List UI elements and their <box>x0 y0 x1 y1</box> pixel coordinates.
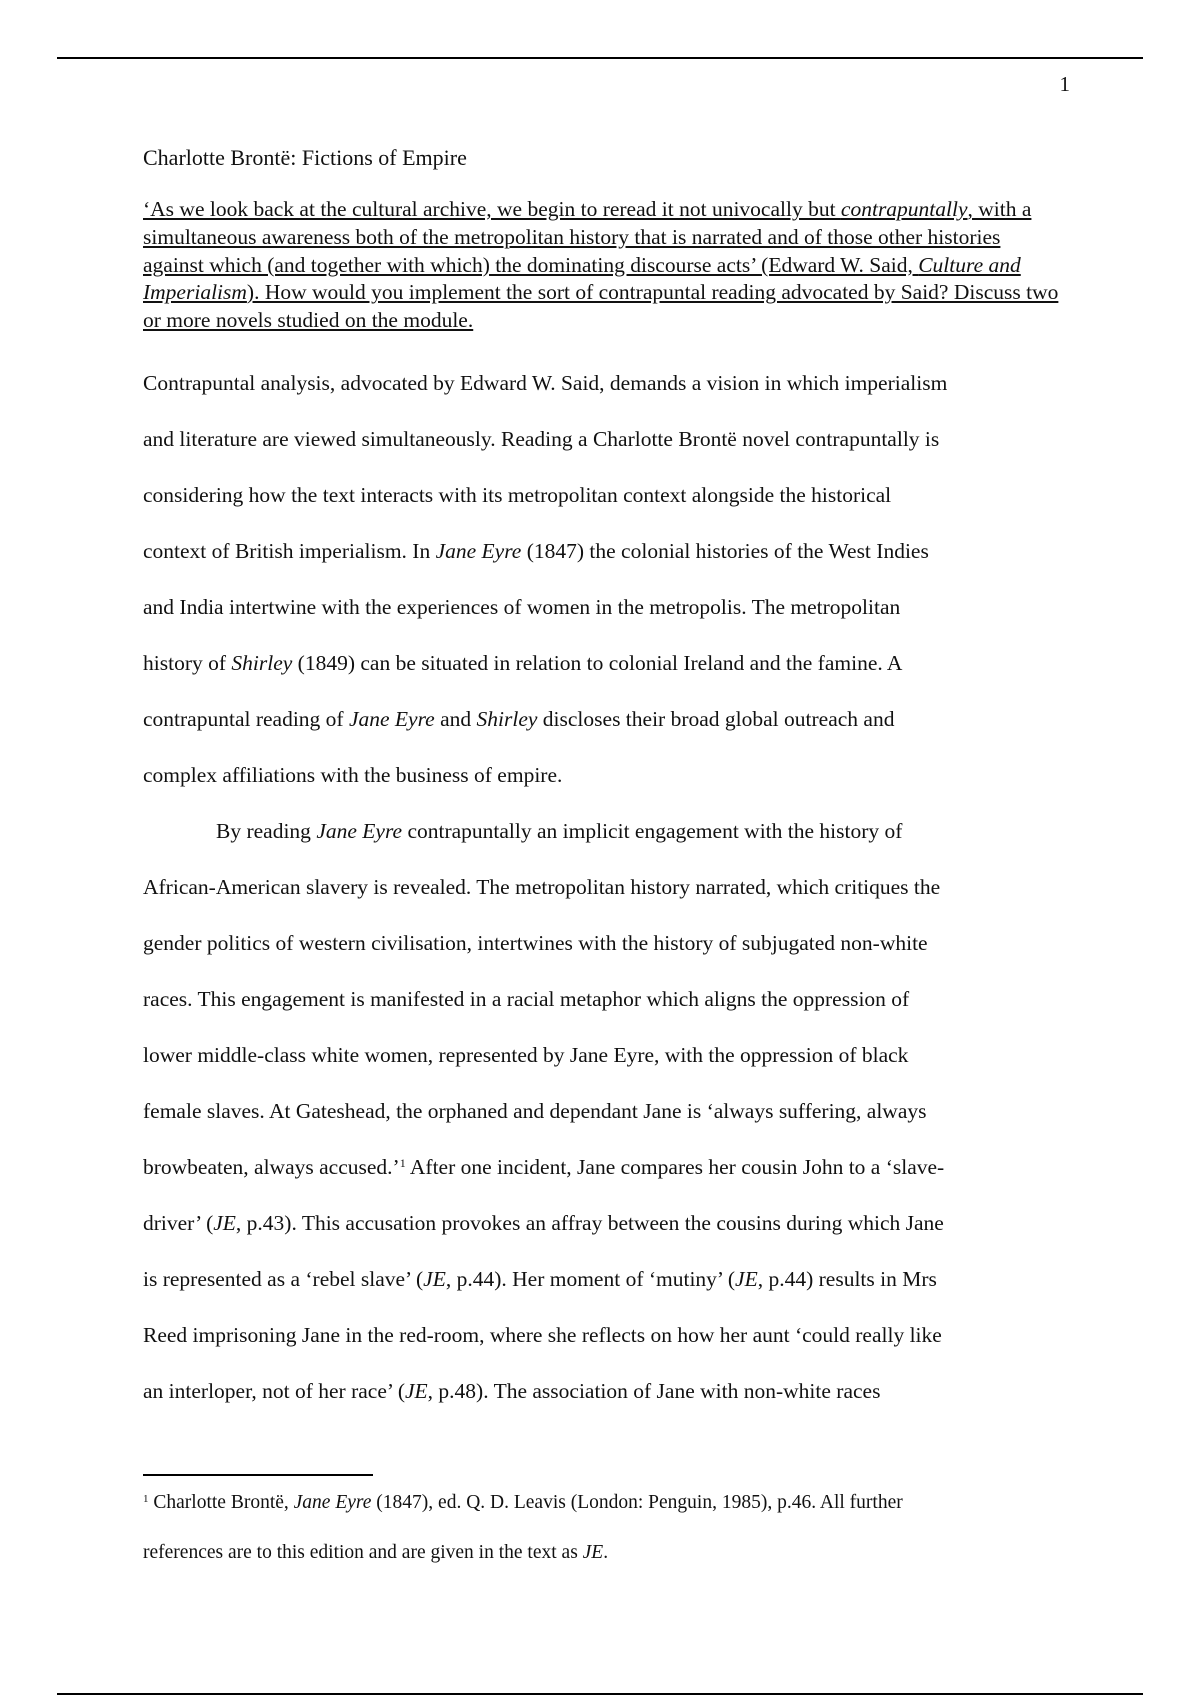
citation-abbrev: JE <box>423 1266 446 1291</box>
footnote-line <box>143 1528 1063 1578</box>
paragraph-line: and literature are viewed simultaneously. Reading a Charlotte Brontë novel contrapuntally is <box>143 426 940 451</box>
text-run: , p.44) results in Mrs <box>757 1266 937 1291</box>
text-run: By reading <box>216 818 317 843</box>
paragraph-line: lower middle-class white women, represented by Jane Eyre, with the oppression of black <box>143 1042 909 1067</box>
book-title: Shirley <box>231 650 293 675</box>
text-run: browbeaten, always accused.’ <box>143 1154 400 1179</box>
text-run: an interloper, not of her race’ ( <box>143 1378 405 1403</box>
book-title: Jane Eyre <box>435 538 522 563</box>
paragraph-line <box>143 1195 1063 1251</box>
paragraph-line: female slaves. At Gateshead, the orphaned and dependant Jane is ‘always suffering, always <box>143 1098 927 1123</box>
footnote-line <box>143 1478 1063 1528</box>
paragraph-2 <box>143 803 1063 1419</box>
paragraph-line: considering how the text interacts with its metropolitan context alongside the historical <box>143 482 892 507</box>
question-text: , with a simultaneous awareness both of the metropolitan history that is narrated and of those other histories against which (and together with which) the dominating discourse acts’ (Edward W. Said, <box>143 197 1032 277</box>
paragraph-line <box>143 1363 1063 1419</box>
paragraph-line: African-American slavery is revealed. The metropolitan history narrated, which critiques the <box>143 874 941 899</box>
paragraph-line <box>143 635 1063 691</box>
paragraph-line: races. This engagement is manifested in a racial metaphor which aligns the oppression of <box>143 986 910 1011</box>
footer-rule <box>57 1693 1143 1695</box>
question-text: ). How would you implement the sort of contrapuntal reading advocated by Said? Discuss two or more novels studied on the module. <box>143 280 1059 333</box>
paragraph-line <box>143 1251 1063 1307</box>
book-title: Jane Eyre <box>293 1492 372 1513</box>
text-run: Charlotte Brontë, <box>148 1492 294 1513</box>
text-run: , p.44). Her moment of ‘mutiny’ ( <box>445 1266 736 1291</box>
text-run: contrapuntally an implicit engagement with the history of <box>402 818 903 843</box>
citation-abbrev: JE <box>404 1378 428 1403</box>
question-emphasis: contrapuntally <box>840 197 968 221</box>
paragraph-line <box>143 1139 1063 1195</box>
text-run: (1849) can be situated in relation to colonial Ireland and the famine. A <box>292 650 903 675</box>
footnote-marker[interactable]: 1 <box>399 1155 406 1170</box>
paragraph-line <box>143 803 1063 859</box>
page-number: 1 <box>1059 72 1070 96</box>
document-title: Charlotte Brontë: Fictions of Empire <box>143 145 467 170</box>
paragraph-line: and India intertwine with the experiences of women in the metropolis. The metropolitan <box>143 594 901 619</box>
text-run: (1847) the colonial histories of the West Indies <box>521 538 929 563</box>
footnote <box>143 1478 1063 1578</box>
footnote-number: 1 <box>143 1493 149 1505</box>
text-run: , p.43). This accusation provokes an affray between the cousins during which Jane <box>235 1210 944 1235</box>
question-book-title: Culture and Imperialism <box>143 252 1021 305</box>
text-run: history of <box>143 650 232 675</box>
text-run: and <box>434 706 477 731</box>
document-body <box>143 144 1063 1419</box>
text-run: references are to this edition and are given in the text as <box>143 1542 583 1563</box>
citation-abbrev: JE <box>213 1210 236 1235</box>
book-title: Shirley <box>476 706 538 731</box>
citation-abbrev: JE <box>582 1542 604 1563</box>
paragraph-1 <box>143 355 1063 803</box>
question-text: ‘As we look back at the cultural archive, we begin to reread it not univocally but <box>143 197 841 221</box>
book-title: Jane Eyre <box>348 706 435 731</box>
text-run: , p.48). The association of Jane with non-white races <box>427 1378 881 1403</box>
paragraph-line: Reed imprisoning Jane in the red-room, where she reflects on how her aunt ‘could really like <box>143 1322 942 1347</box>
text-run: driver’ ( <box>143 1210 214 1235</box>
text-run: After one incident, Jane compares her cousin John to a ‘slave- <box>405 1154 945 1179</box>
citation-abbrev: JE <box>735 1266 758 1291</box>
essay-question <box>143 196 1063 335</box>
footnote-separator <box>143 1474 373 1476</box>
paragraph-line <box>143 523 1063 579</box>
paragraph-line <box>143 691 1063 747</box>
header-rule <box>57 57 1143 59</box>
text-run: is represented as a ‘rebel slave’ ( <box>143 1266 424 1291</box>
text-run: (1847), ed. Q. D. Leavis (London: Penguin, 1985), p.46. All further <box>371 1492 903 1513</box>
text-run: . <box>603 1542 609 1563</box>
book-title: Jane Eyre <box>316 818 403 843</box>
paragraph-line: Contrapuntal analysis, advocated by Edward W. Said, demands a vision in which imperialism <box>143 370 948 395</box>
text-run: contrapuntal reading of <box>143 706 349 731</box>
paragraph-line: complex affiliations with the business of empire. <box>143 762 563 787</box>
paragraph-line: gender politics of western civilisation, intertwines with the history of subjugated non-white <box>143 930 928 955</box>
text-run: discloses their broad global outreach and <box>537 706 895 731</box>
text-run: context of British imperialism. In <box>143 538 436 563</box>
